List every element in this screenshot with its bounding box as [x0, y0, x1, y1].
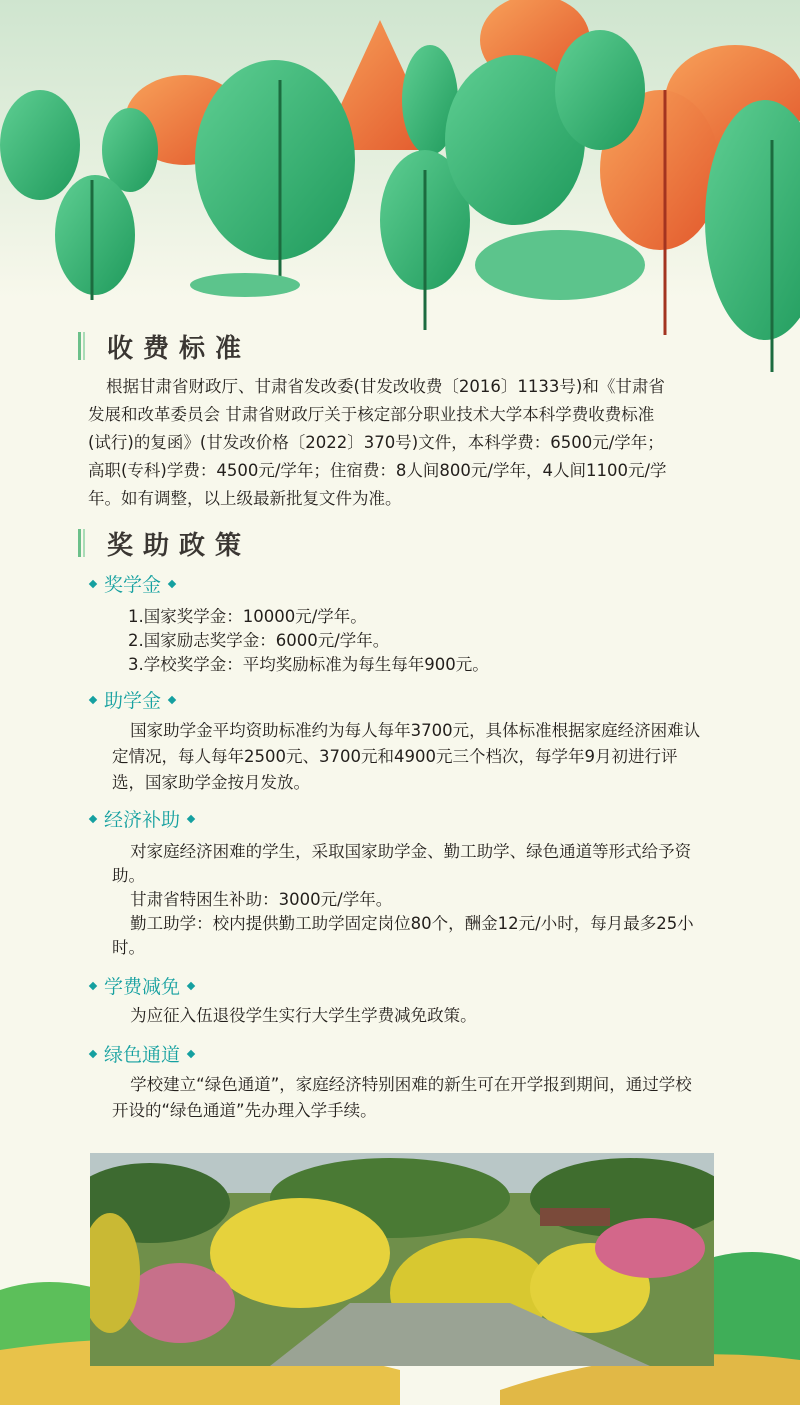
grant-title: 助学金 [104, 690, 162, 712]
list-item: 1.国家奖学金：10000元/学年。 [128, 607, 367, 626]
diamond-icon [187, 1049, 195, 1057]
forest-illustration [0, 0, 800, 380]
aid-paragraph: 勤工助学：校内提供勤工助学固定岗位80个，酬金12元/小时，每月最多25小时。 [112, 914, 694, 957]
fees-line: 根据甘肃省财政厅、甘肃省发改委(甘发改收费〔2016〕1133号)和《甘肃省 [106, 377, 665, 396]
fees-heading [78, 331, 252, 364]
waiver-title: 学费减免 [104, 976, 181, 998]
waiver-text [112, 1003, 704, 1029]
fees-text [88, 373, 728, 513]
diamond-icon [168, 579, 176, 587]
grant-heading [88, 686, 183, 713]
scholarship-list [128, 605, 489, 677]
green-channel-heading [88, 1040, 202, 1067]
diamond-icon [187, 814, 195, 822]
diamond-icon [89, 981, 97, 989]
grant-text [112, 718, 704, 796]
diamond-icon [89, 695, 97, 703]
diamond-icon [89, 579, 97, 587]
aid-paragraph: 甘肃省特困生补助：3000元/学年。 [130, 890, 393, 909]
aid-title: 经济补助 [104, 809, 181, 831]
fees-title: 收费标准 [107, 333, 252, 364]
policy-title: 奖助政策 [107, 530, 252, 561]
diamond-icon [187, 981, 195, 989]
scholarship-title: 奖学金 [104, 574, 162, 596]
aid-paragraph: 对家庭经济困难的学生，采取国家助学金、勤工助学、绿色通道等形式给予资助。 [112, 842, 692, 885]
fees-line: 年。如有调整，以上级最新批复文件为准。 [88, 489, 402, 508]
campus-photo [90, 1153, 714, 1366]
green-channel-paragraph: 学校建立“绿色通道”，家庭经济特别困难的新生可在开学报到期间，通过学校开设的“绿色通道”先办理入学手续。 [112, 1075, 692, 1120]
green-channel-title: 绿色通道 [104, 1044, 181, 1066]
diamond-icon [89, 1049, 97, 1057]
aid-heading [88, 805, 202, 832]
green-channel-text [112, 1072, 704, 1124]
fees-line: (试行)的复函》(甘发改价格〔2022〕370号)文件，本科学费：6500元/学年； [88, 433, 664, 452]
diamond-icon [168, 695, 176, 703]
diamond-icon [89, 814, 97, 822]
aid-text [112, 840, 704, 960]
list-item: 3.学校奖学金：平均奖励标准为每生每年900元。 [128, 655, 489, 674]
waiver-paragraph: 为应征入伍退役学生实行大学生学费减免政策。 [130, 1006, 477, 1025]
scholarship-heading [88, 570, 183, 597]
waiver-heading [88, 972, 202, 999]
list-item: 2.国家励志奖学金：6000元/学年。 [128, 631, 390, 650]
fees-line: 发展和改革委员会 甘肃省财政厅关于核定部分职业技术大学本科学费收费标准 [88, 405, 655, 424]
fees-line: 高职(专科)学费：4500元/学年；住宿费：8人间800元/学年，4人间1100元/学 [88, 461, 667, 480]
grant-paragraph: 国家助学金平均资助标准约为每人每年3700元，具体标准根据家庭经济困难认定情况，每人每年2500元、3700元和4900元三个档次，每学年9月初进行评选，国家助学金按月发放。 [112, 721, 701, 792]
policy-heading [78, 528, 252, 561]
